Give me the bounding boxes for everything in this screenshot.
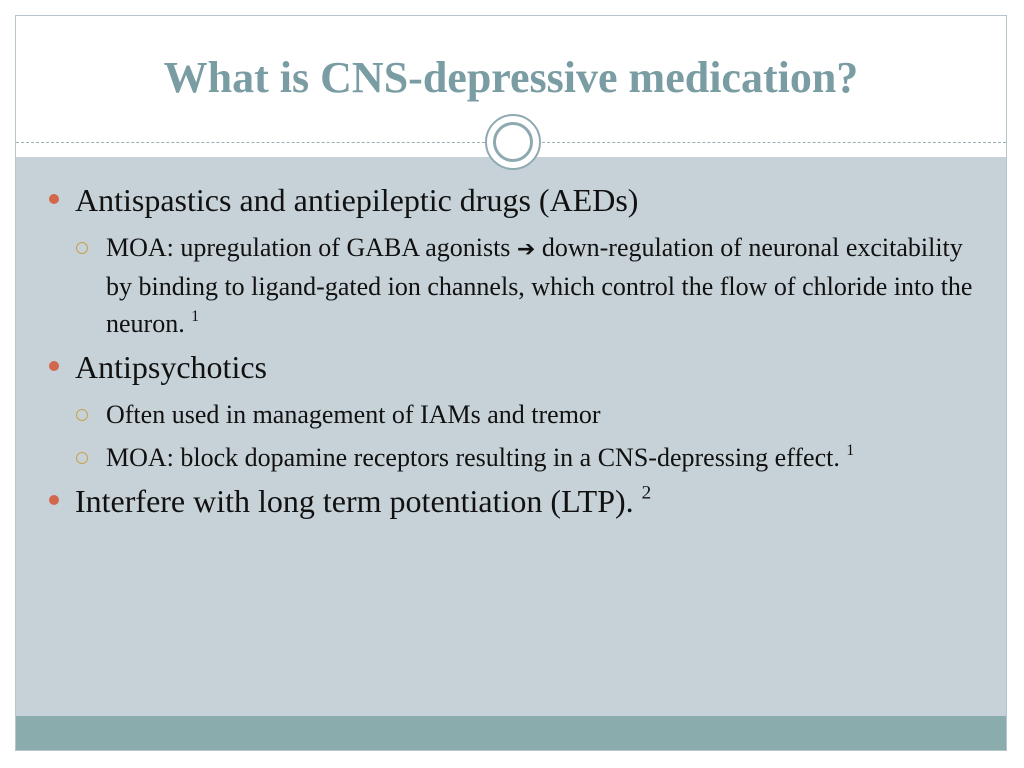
- bullet-circle-icon: [76, 409, 88, 421]
- reference-number: 2: [641, 482, 652, 504]
- bullet-item: [46, 181, 976, 219]
- bullet-dot-icon: [49, 194, 59, 204]
- sub-bullet-text-part1: MOA: upregulation of GABA agonists: [106, 233, 517, 262]
- sub-bullet-item: [46, 396, 976, 433]
- sub-bullet-text-part2: down-regulation of neuronal excitability by binding to ligand-gated ion channels, which control the flow of chloride into the neuron.: [106, 233, 973, 338]
- sub-bullet-text: Often used in management of IAMs and tremor: [106, 400, 601, 429]
- ring-ornament-icon: [485, 114, 541, 170]
- bullet-text: Interfere with long term potentiation (LTP).: [75, 483, 642, 519]
- content-area: [16, 157, 1006, 716]
- footer-bar: [16, 716, 1006, 751]
- sub-bullet-text: MOA: block dopamine receptors resulting in a CNS-depressing effect.: [106, 443, 847, 472]
- bullet-text: Antipsychotics: [75, 349, 267, 385]
- bullet-dot-icon: [49, 495, 59, 505]
- bullet-item: [46, 348, 976, 386]
- bullet-circle-icon: [76, 242, 88, 254]
- right-arrow-icon: ➔: [516, 237, 536, 262]
- bullet-dot-icon: [49, 361, 59, 371]
- slide: [15, 15, 1007, 751]
- bullet-list: [46, 181, 976, 530]
- bullet-circle-icon: [76, 452, 88, 464]
- slide-title: What is CNS-depressive medication?: [163, 53, 859, 102]
- reference-number: 1: [191, 308, 199, 326]
- reference-number: 1: [846, 442, 855, 460]
- bullet-text: Antispastics and antiepileptic drugs (AEDs): [75, 182, 639, 218]
- sub-bullet-item: [46, 439, 976, 476]
- bullet-item: [46, 482, 976, 520]
- sub-bullet-item: [46, 229, 976, 342]
